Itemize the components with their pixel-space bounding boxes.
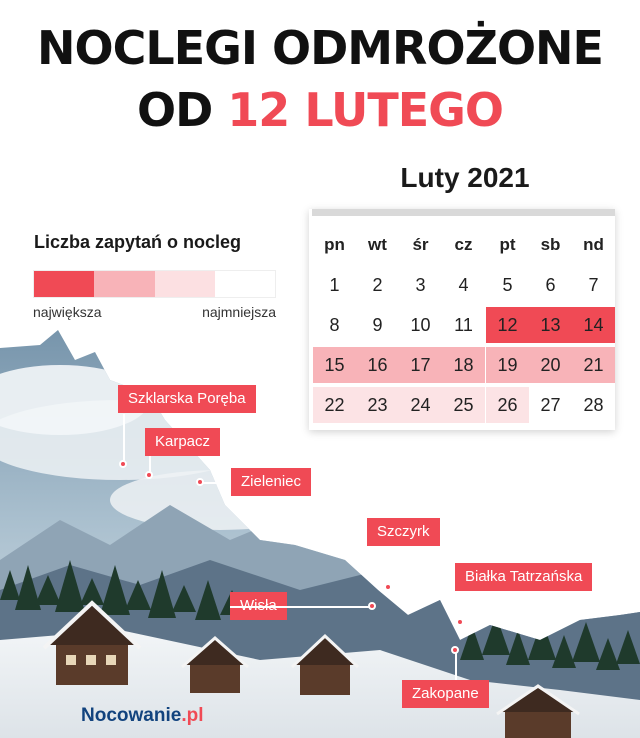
nocowanie-logo [81,705,203,727]
calendar-day-16: 16 [356,347,399,383]
location-dot-zieleniec [196,478,204,486]
calendar-day-7: 7 [588,274,599,295]
calendar-day-4: 4 [458,274,469,295]
calendar-day-28: 28 [583,394,604,415]
calendar-day-22: 22 [313,387,356,423]
location-label-szczyrk: Szczyrk [367,518,440,546]
legend-swatch-low [155,271,215,297]
location-pointer-line [123,414,125,464]
calendar-day-14: 14 [572,307,615,343]
calendar-day-6: 6 [545,274,556,295]
location-label-bia-ka-tatrza-ska: Białka Tatrzańska [455,563,592,591]
calendar-day-3: 3 [415,274,426,295]
calendar-day-13: 13 [529,307,572,343]
weekday-sb: sb [540,235,561,254]
location-pointer-line [455,650,457,680]
weekday-cz: cz [454,235,473,254]
location-dot-szczyrk [384,583,392,591]
calendar-day-15: 15 [313,347,356,383]
headline-line-1: NOCLEGI ODMROŻONE [37,21,603,75]
calendar-day-8: 8 [329,314,340,335]
location-label-zakopane: Zakopane [402,680,489,708]
location-label-zieleniec: Zieleniec [231,468,311,496]
calendar-day-9: 9 [372,314,383,335]
logo-name: Nocowanie [81,705,182,726]
calendar-day-18: 18 [442,347,485,383]
calendar-day-20: 20 [529,347,572,383]
calendar-month-title: Luty 2021 [400,162,530,193]
calendar-day-26: 26 [486,387,529,423]
calendar-day-23: 23 [356,387,399,423]
location-dot-wis-a [368,602,376,610]
location-dot-karpacz [145,471,153,479]
weekday-wt: wt [368,235,387,254]
headline-prefix: OD [136,83,228,137]
calendar-day-1: 1 [329,274,340,295]
location-pointer-line [230,606,372,608]
legend-min-label: najmniejsza [202,304,276,320]
calendar-day-10: 10 [410,314,431,335]
legend-swatch-lowest [215,271,275,297]
calendar-day-12: 12 [486,307,529,343]
calendar-day-11: 11 [454,314,473,335]
location-pointer-line [200,482,231,484]
calendar-day-21: 21 [572,347,615,383]
legend-title: Liczba zapytań o nocleg [34,232,242,252]
weekday-pt: pt [499,235,516,254]
calendar-day-2: 2 [372,274,383,295]
location-pointer-line [388,546,390,587]
location-dot-szklarska-por-ba [119,460,127,468]
headline-date: 12 LUTEGO [227,83,504,137]
calendar-day-24: 24 [399,387,442,423]
weekday-nd: nd [583,235,604,254]
calendar-day-27: 27 [540,394,561,415]
legend-max-label: największa [33,304,102,320]
calendar-day-19: 19 [486,347,529,383]
weekday-śr: śr [412,235,429,254]
location-dot-bia-ka-tatrza-ska [456,618,464,626]
calendar-day-17: 17 [399,347,442,383]
calendar-day-5: 5 [502,274,513,295]
legend-swatch-high [94,271,154,297]
location-label-szklarska-por-ba: Szklarska Poręba [118,385,256,413]
calendar-day-25: 25 [442,387,485,423]
headline-line-2 [0,82,640,138]
location-label-karpacz: Karpacz [145,428,220,456]
legend-swatch-highest [34,271,94,297]
logo-suffix: .pl [181,705,204,726]
location-dot-zakopane [451,646,459,654]
calendar-top-bar [312,209,615,216]
legend-color-scale [33,270,276,298]
weekday-pn: pn [324,235,345,254]
